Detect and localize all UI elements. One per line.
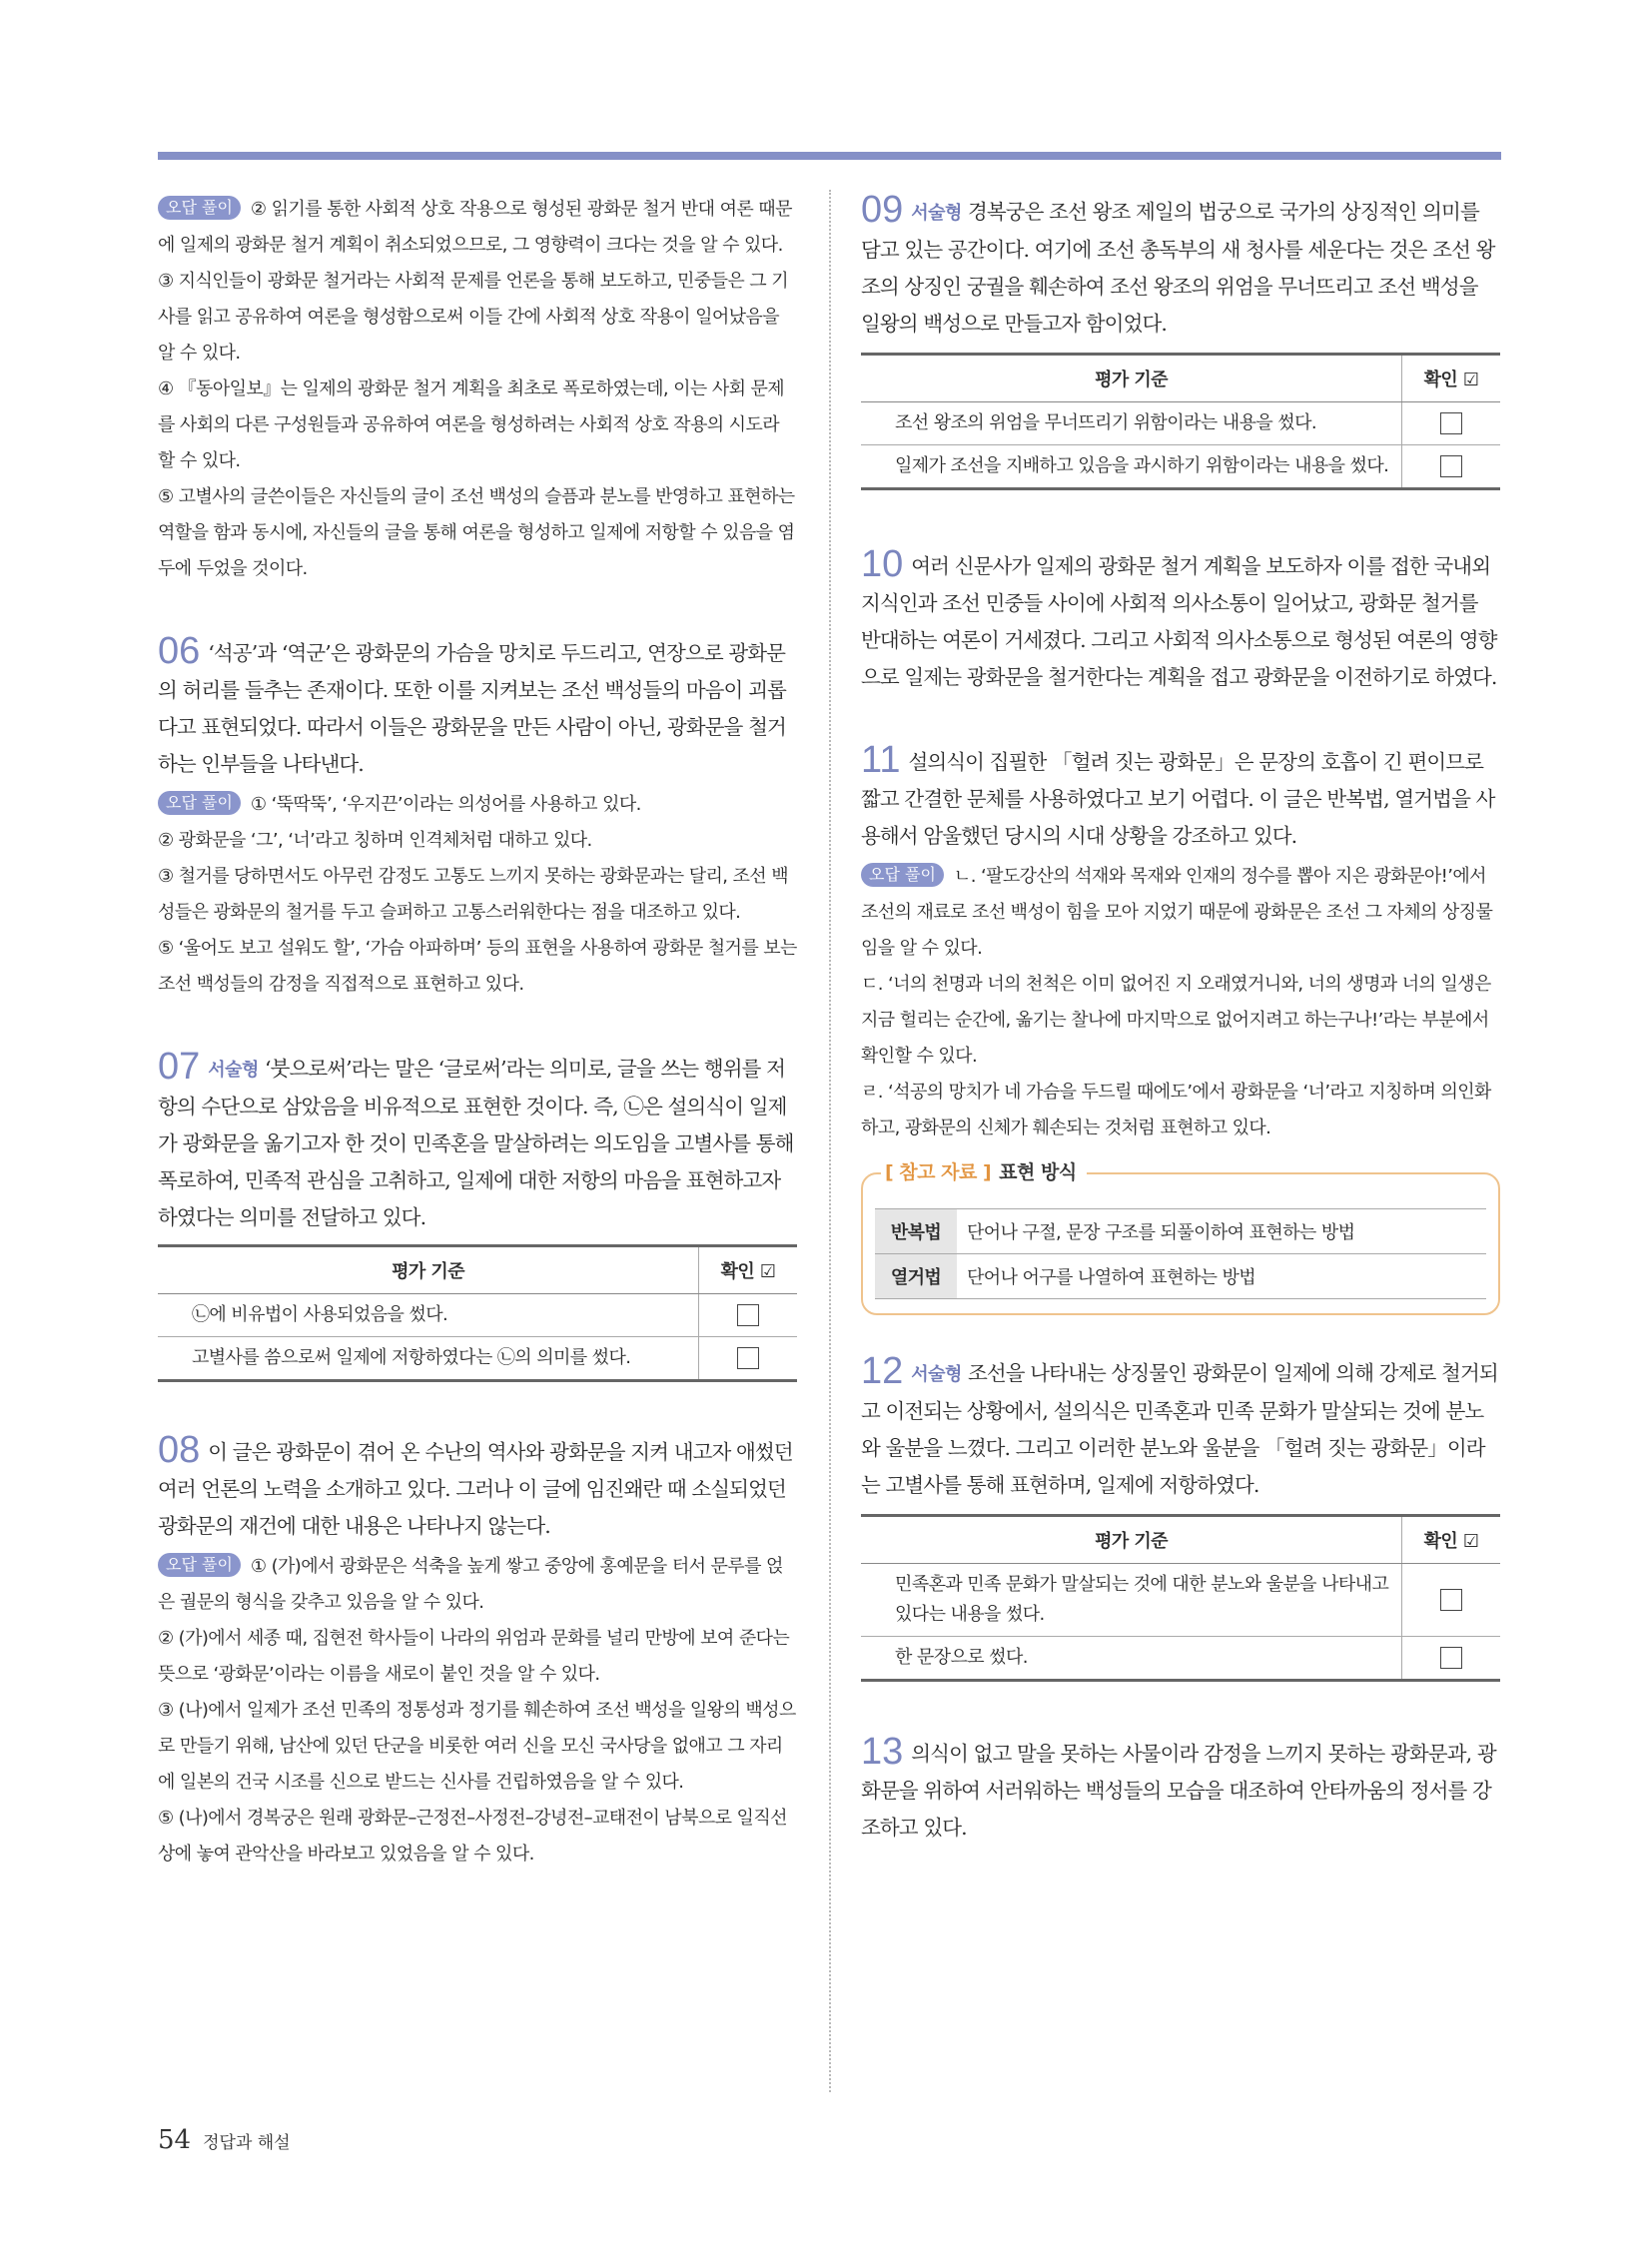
question-09: [861, 189, 1500, 490]
table-row: [875, 1254, 1486, 1299]
note-item: ② 광화문을 ‘그’, ‘너’라고 칭하며 인격체처럼 대하고 있다.: [158, 830, 592, 851]
question-13: [861, 1731, 1500, 1847]
top-accent-bar: [158, 152, 1501, 160]
answer-text: 이 글은 광화문이 겪어 온 수난의 역사와 광화문을 지켜 내고자 애썼던 여러 언론의 노력을 소개하고 있다. 그러나 이 글에 임진왜란 때 소실되었던 광화문의 재건에 대한 내용은 나타나지 않는다.: [158, 1440, 793, 1538]
left-column: [158, 192, 797, 1872]
note-item: ③ (나)에서 일제가 조선 민족의 정통성과 정기를 훼손하여 조선 백성을 일왕의 백성으로 만들기 위해, 남산에 있던 단군을 비롯한 여러 신을 모신 국사당을 없애고 그 자리에 일본의 건국 시조를 신으로 받드는 신사를 건립하였음을 알 수 있다.: [158, 1700, 796, 1793]
criterion-header: 평가 기준: [861, 1516, 1402, 1564]
question-number: 12: [861, 1350, 904, 1392]
checkbox[interactable]: [737, 1304, 759, 1326]
question-number: 13: [861, 1731, 904, 1773]
term-cell: 반복법: [875, 1209, 957, 1254]
right-column: [861, 189, 1500, 1847]
question-number: 06: [158, 630, 201, 672]
q11-wrong-answer-notes: 오답 풀이 ㄴ. ‘팔도강산의 석재와 목재와 인재의 정수를 뽑아 지은 광화문아!’에서 조선의 재료로 조선 백성이 힘을 모아 지었기 때문에 광화문은 조선 그 자체의 상징물임을 알 수 있다. ㄷ. ‘너의 천명과 너의 천척은 이미 없어진 지 오래였거니와, 너의 생명과 너의 일생은 지금 헐리는 순간에, 옮기는 찰나에 마지막으로 없어지려고 하는구나!’라는 부분에서 확인할 수 있다. ㄹ. ‘석공의 망치가 네 가슴을 두드릴 때에도’에서 광화문을 ‘너’라고 지칭하며 의인화하고, 광화문의 신체가 훼손되는 것처럼 표현하고 있다.: [861, 859, 1500, 1146]
reference-box: [861, 1161, 1500, 1315]
evaluation-table: [861, 353, 1500, 490]
answer-text: 경복궁은 조선 왕조 제일의 법궁으로 국가의 상징적인 의미를 담고 있는 공간이다. 여기에 조선 총독부의 새 청사를 세운다는 것은 조선 왕조의 상징인 궁궐을 훼손하여 조선 왕조의 위엄을 무너뜨리고 조선 백성을 일왕의 백성으로 만들고자 함이었다.: [861, 200, 1495, 336]
q05-wrong-answer-notes: 오답 풀이 ② 읽기를 통한 사회적 상호 작용으로 형성된 광화문 철거 반대 여론 때문에 일제의 광화문 철거 계획이 취소되었으므로, 그 영향력이 크다는 것을 알 수 있다. ③ 지식인들이 광화문 철거라는 사회적 문제를 언론을 통해 보도하고, 민중들은 그 기사를 읽고 공유하여 여론을 형성함으로써 이들 간에 사회적 상호 작용이 일어났음을 알 수 있다. ④ 『동아일보』는 일제의 광화문 철거 계획을 최초로 폭로하였는데, 이는 사회 문제를 사회의 다른 구성원들과 공유하여 여론을 형성하려는 사회적 상호 작용의 시도라 할 수 있다. ⑤ 고별사의 글쓴이들은 자신들의 글이 조선 백성의 슬픔과 분노를 반영하고 표현하는 역할을 함과 동시에, 자신들의 글을 통해 여론을 형성하고 일제에 저항할 수 있음을 염두에 두었을 것이다.: [158, 192, 797, 587]
note-item: ㄷ. ‘너의 천명과 너의 천척은 이미 없어진 지 오래였거니와, 너의 생명과 너의 일생은 지금 헐리는 순간에, 옮기는 찰나에 마지막으로 없어지려고 하는구나!’라는 부분에서 확인할 수 있다.: [861, 974, 1491, 1067]
criterion-header: 평가 기준: [861, 355, 1402, 402]
checkbox[interactable]: [1440, 455, 1462, 477]
footer-label: 정답과 해설: [203, 2133, 291, 2153]
criterion-cell: 민족혼과 민족 문화가 말살되는 것에 대한 분노와 울분을 나타내고 있다는 내용을 썼다.: [861, 1564, 1402, 1637]
q08-wrong-answer-notes: 오답 풀이 ① (가)에서 광화문은 석축을 높게 쌓고 중앙에 홍예문을 터서 문루를 얹은 궐문의 형식을 갖추고 있음을 알 수 있다. ② (가)에서 세종 때, 집현전 학사들이 나라의 위엄과 문화를 널리 만방에 보여 준다는 뜻으로 ‘광화문’이라는 이름을 새로이 붙인 것을 알 수 있다. ③ (나)에서 일제가 조선 민족의 정통성과 정기를 훼손하여 조선 백성을 일왕의 백성으로 만들기 위해, 남산에 있던 단군을 비롯한 여러 신을 모신 국사당을 없애고 그 자리에 일본의 건국 시조를 신으로 받드는 신사를 건립하였음을 알 수 있다. ⑤ (나)에서 경복궁은 원래 광화문–근정전–사정전–강녕전–교태전이 남북으로 일직선상에 놓여 관악산을 바라보고 있었음을 알 수 있다.: [158, 1549, 797, 1872]
wrong-answer-tag: 오답 풀이: [158, 1553, 241, 1577]
checkbox[interactable]: [1440, 1647, 1462, 1669]
question-12: [861, 1350, 1500, 1682]
criterion-header: 평가 기준: [158, 1246, 699, 1294]
page-number: 54: [158, 2125, 192, 2155]
q06-wrong-answer-notes: 오답 풀이 ① ‘뚝딱뚝’, ‘우지끈’이라는 의성어를 사용하고 있다. ② 광화문을 ‘그’, ‘너’라고 칭하며 인격체처럼 대하고 있다. ③ 철거를 당하면서도 아무런 감정도 고통도 느끼지 못하는 광화문과는 달리, 조선 백성들은 광화문의 철거를 두고 슬퍼하고 고통스러워한다는 점을 대조하고 있다. ⑤ ‘울어도 보고 설워도 할’, ‘가슴 아파하며’ 등의 표현을 사용하여 광화문 철거를 보는 조선 백성들의 감정을 직접적으로 표현하고 있다.: [158, 787, 797, 1003]
note-item: ㄹ. ‘석공의 망치가 네 가슴을 두드릴 때에도’에서 광화문을 ‘너’라고 지칭하며 의인화하고, 광화문의 신체가 훼손되는 것처럼 표현하고 있다.: [861, 1082, 1491, 1138]
term-cell: 열거법: [875, 1254, 957, 1299]
column-divider: [829, 190, 831, 2092]
question-10: [861, 543, 1500, 696]
reference-table: [875, 1208, 1486, 1299]
criterion-cell: 일제가 조선을 지배하고 있음을 과시하기 위함이라는 내용을 썼다.: [861, 445, 1402, 489]
criterion-cell: 한 문장으로 썼다.: [861, 1637, 1402, 1681]
note-item: ③ 철거를 당하면서도 아무런 감정도 고통도 느끼지 못하는 광화문과는 달리, 조선 백성들은 광화문의 철거를 두고 슬퍼하고 고통스러워한다는 점을 대조하고 있다.: [158, 866, 788, 923]
criterion-cell: 고별사를 씀으로써 일제에 저항하였다는 ㉡의 의미를 썼다.: [158, 1337, 699, 1381]
note-item: ⑤ ‘울어도 보고 설워도 할’, ‘가슴 아파하며’ 등의 표현을 사용하여 광화문 철거를 보는 조선 백성들의 감정을 직접적으로 표현하고 있다.: [158, 938, 797, 995]
question-type: 서술형: [911, 1364, 962, 1385]
page-footer: [158, 2125, 291, 2155]
checkbox[interactable]: [1440, 1589, 1462, 1611]
note-item: ⑤ (나)에서 경복궁은 원래 광화문–근정전–사정전–강녕전–교태전이 남북으로 일직선상에 놓여 관악산을 바라보고 있었음을 알 수 있다.: [158, 1808, 787, 1865]
question-number: 11: [861, 739, 901, 781]
checkbox[interactable]: [1440, 412, 1462, 434]
table-row: [861, 402, 1500, 445]
question-number: 09: [861, 189, 904, 231]
check-header: 확인 ☑: [1402, 1516, 1501, 1564]
table-row: [875, 1209, 1486, 1254]
question-type: 서술형: [208, 1060, 259, 1081]
answer-text: 의식이 없고 말을 못하는 사물이라 감정을 느끼지 못하는 광화문과, 광화문을 위하여 서러워하는 백성들의 모습을 대조하여 안타까움의 정서를 강조하고 있다.: [861, 1742, 1496, 1840]
question-number: 08: [158, 1429, 201, 1471]
table-row: [158, 1294, 797, 1337]
table-row: [861, 1564, 1500, 1637]
desc-cell: 단어나 어구를 나열하여 표현하는 방법: [957, 1254, 1486, 1299]
answer-text: ‘붓으로써’라는 말은 ‘글로써’라는 의미로, 글을 쓰는 행위를 저항의 수단으로 삼았음을 비유적으로 표현한 것이다. 즉, ㉡은 설의식이 일제가 광화문을 옮기고자 한 것이 민족혼을 말살하려는 의도임을 고별사를 통해 폭로하여, 민족적 관심을 고취하고, 일제에 대한 저항의 마음을 표현하고자 하였다는 의미를 전달하고 있다.: [158, 1057, 794, 1229]
table-row: [861, 445, 1500, 489]
checkbox[interactable]: [737, 1347, 759, 1369]
criterion-cell: ㉡에 비유법이 사용되었음을 썼다.: [158, 1294, 699, 1337]
wrong-answer-tag: 오답 풀이: [158, 196, 241, 220]
wrong-answer-tag: 오답 풀이: [861, 863, 944, 887]
note-item: ⑤ 고별사의 글쓴이들은 자신들의 글이 조선 백성의 슬픔과 분노를 반영하고 표현하는 역할을 함과 동시에, 자신들의 글을 통해 여론을 형성하고 일제에 저항할 수 있음을 염두에 두었을 것이다.: [158, 486, 795, 579]
criterion-cell: 조선 왕조의 위엄을 무너뜨리기 위함이라는 내용을 썼다.: [861, 402, 1402, 445]
table-row: [861, 1637, 1500, 1681]
question-number: 07: [158, 1046, 201, 1088]
question-number: 10: [861, 543, 904, 585]
table-row: [158, 1337, 797, 1381]
question-11: [861, 739, 1500, 1315]
question-06: [158, 630, 797, 1003]
check-header: 확인 ☑: [1402, 355, 1501, 402]
note-item: ④ 『동아일보』는 일제의 광화문 철거 계획을 최초로 폭로하였는데, 이는 사회 문제를 사회의 다른 구성원들과 공유하여 여론을 형성하려는 사회적 상호 작용의 시도라 할 수 있다.: [158, 378, 785, 471]
desc-cell: 단어나 구절, 문장 구조를 되풀이하여 표현하는 방법: [957, 1209, 1486, 1254]
answer-text: 조선을 나타내는 상징물인 광화문이 일제에 의해 강제로 철거되고 이전되는 상황에서, 설의식은 민족혼과 민족 문화가 말살되는 것에 분노와 울분을 느꼈다. 그리고 이러한 분노와 울분을 「헐려 짓는 광화문」이라는 고별사를 통해 표현하며, 일제에 저항하였다.: [861, 1361, 1498, 1497]
answer-text: 설의식이 집필한 「헐려 짓는 광화문」은 문장의 호흡이 긴 편이므로 짧고 간결한 문체를 사용하였다고 보기 어렵다. 이 글은 반복법, 열거법을 사용해서 암울했던 당시의 시대 상황을 강조하고 있다.: [861, 750, 1495, 848]
check-header: 확인 ☑: [699, 1246, 798, 1294]
wrong-answer-tag: 오답 풀이: [158, 791, 241, 815]
question-07: [158, 1046, 797, 1382]
evaluation-table: [861, 1514, 1500, 1682]
evaluation-table: [158, 1244, 797, 1382]
reference-title: [ 참고 자료 ] 표현 방식: [881, 1158, 1087, 1186]
answer-text: ‘석공’과 ‘역군’은 광화문의 가슴을 망치로 두드리고, 연장으로 광화문의 허리를 들추는 존재이다. 또한 이를 지켜보는 조선 백성들의 마음이 괴롭다고 표현되었다. 따라서 이들은 광화문을 만든 사람이 아닌, 광화문을 철거하는 인부들을 나타낸다.: [158, 641, 786, 776]
note-item: ③ 지식인들이 광화문 철거라는 사회적 문제를 언론을 통해 보도하고, 민중들은 그 기사를 읽고 공유하여 여론을 형성함으로써 이들 간에 사회적 상호 작용이 일어났음을 알 수 있다.: [158, 271, 788, 364]
answer-text: 여러 신문사가 일제의 광화문 철거 계획을 보도하자 이를 접한 국내외 지식인과 조선 민중들 사이에 사회적 의사소통이 일어났고, 광화문 철거를 반대하는 여론이 거세졌다. 그리고 사회적 의사소통으로 형성된 여론의 영향으로 일제는 광화문을 철거한다는 계획을 접고 광화문을 이전하기로 하였다.: [861, 554, 1497, 689]
note-item: ② (가)에서 세종 때, 집현전 학사들이 나라의 위엄과 문화를 널리 만방에 보여 준다는 뜻으로 ‘광화문’이라는 이름을 새로이 붙인 것을 알 수 있다.: [158, 1628, 790, 1685]
question-type: 서술형: [911, 203, 962, 224]
question-08: [158, 1429, 797, 1872]
